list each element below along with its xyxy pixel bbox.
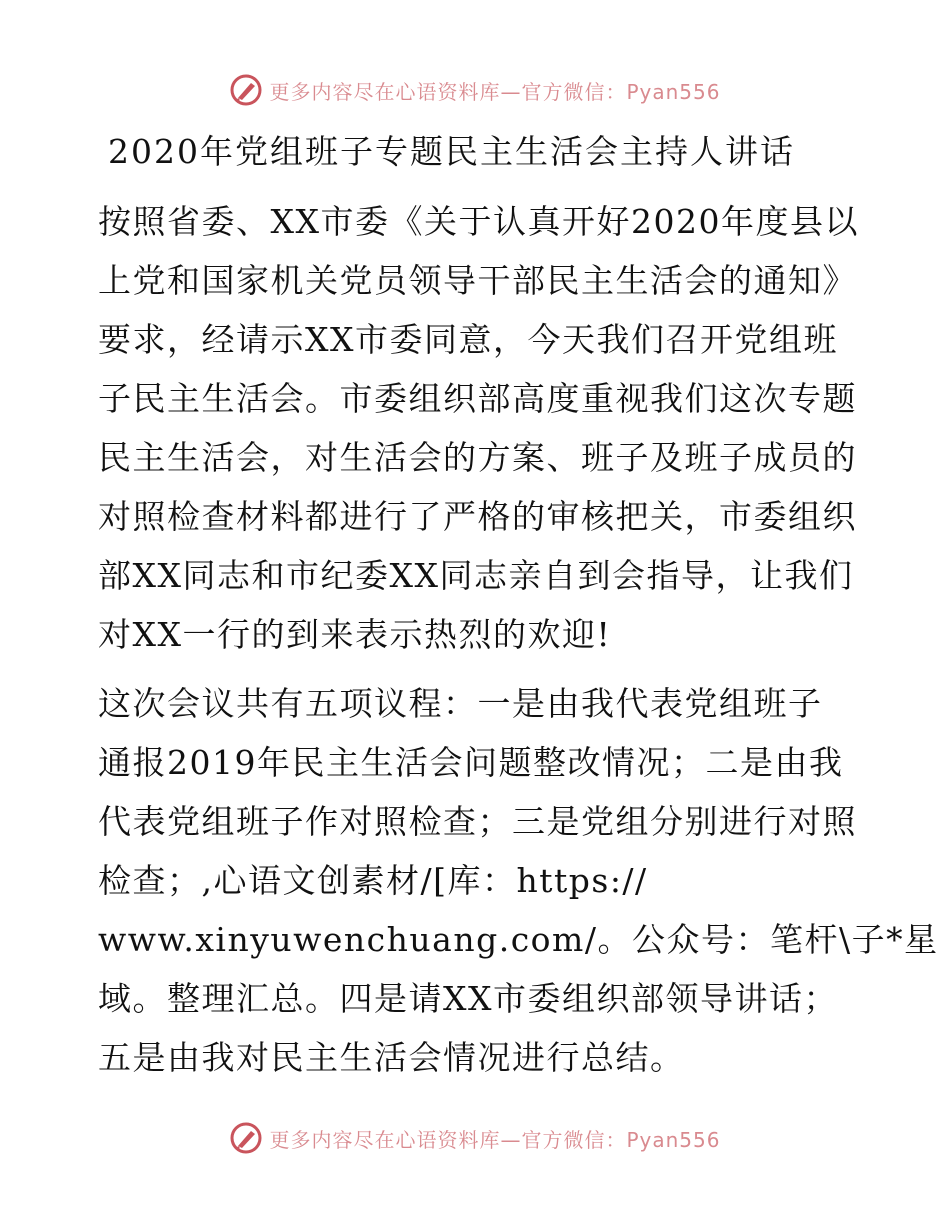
header-watermark-text: 更多内容尽在心语资料库—官方微信：Pyan556 (269, 79, 721, 104)
paragraph-line: 民主生活会，对生活会的方案、班子及班子成员的 (98, 438, 857, 477)
paragraph-opening (98, 192, 858, 664)
paragraph-agenda (98, 674, 939, 1087)
paragraph-line: 通报2019年民主生活会问题整改情况；二是由我 (98, 743, 844, 782)
paragraph-line: 对XX一行的到来表示热烈的欢迎! (98, 615, 612, 654)
footer-watermark-text: 更多内容尽在心语资料库—官方微信：Pyan556 (269, 1127, 721, 1152)
paragraph-line: www.xinyuwenchuang.com/。公众号：笔杆\子*星 (98, 920, 939, 959)
paragraph-line: 检查；,心语文创素材/[库：https:// (98, 861, 648, 900)
paragraph-line: 代表党组班子作对照检查；三是党组分别进行对照 (98, 802, 857, 841)
footer-watermark-banner (0, 1118, 950, 1158)
paragraph-line: 对照检查材料都进行了严格的审核把关，市委组织 (98, 497, 857, 536)
paragraph-line: 子民主生活会。市委组织部高度重视我们这次专题 (98, 379, 857, 418)
document-title: 2020年党组班子专题民主生活会主持人讲话 (108, 132, 795, 171)
pen-logo-icon (229, 73, 263, 107)
paragraph-line: 上党和国家机关党员领导干部民主生活会的通知》 (98, 261, 857, 300)
pen-logo-icon (229, 1121, 263, 1155)
paragraph-line: 要求，经请示XX市委同意，今天我们召开党组班 (98, 320, 838, 359)
paragraph-line: 按照省委、XX市委《关于认真开好2020年度县以 (98, 202, 859, 241)
paragraph-line: 域。整理汇总。四是请XX市委组织部领导讲话； (98, 979, 838, 1018)
header-watermark-banner (0, 70, 950, 110)
paragraph-line: 部XX同志和市纪委XX同志亲自到会指导，让我们 (98, 556, 854, 595)
paragraph-line: 这次会议共有五项议程：一是由我代表党组班子 (98, 684, 823, 723)
paragraph-line: 五是由我对民主生活会情况进行总结。 (98, 1038, 685, 1077)
